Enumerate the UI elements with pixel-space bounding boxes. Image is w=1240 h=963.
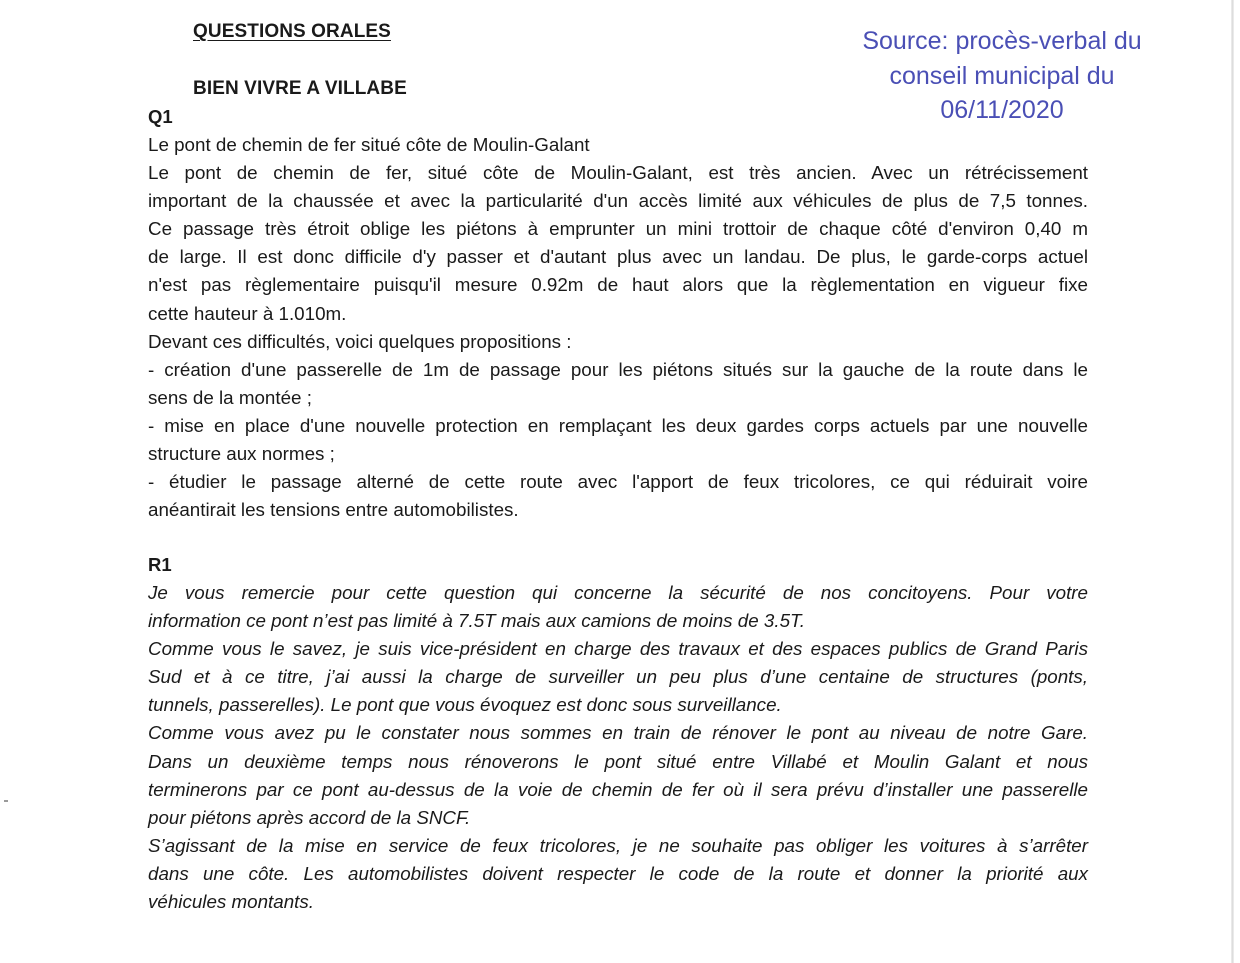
answer-line: Comme vous avez pu le constater nous sommes en train de rénover le pont au niveau de notre Gare.: [148, 722, 1088, 744]
question-line: n'est pas règlementaire puisqu'il mesure 0.92m de haut alors que la règlementation en vigueur fixe: [148, 274, 1088, 296]
question-line: de large. Il est donc difficile d'y passer et d'autant plus avec un landau. De plus, le garde-corps actuel: [148, 246, 1088, 268]
answer-line: tunnels, passerelles). Le pont que vous évoquez est donc sous surveillance.: [148, 694, 782, 716]
proposal-line: sens de la montée ;: [148, 386, 312, 408]
answer-line: Comme vous le savez, je suis vice-président en charge des travaux et des espaces publics de Grand Paris: [148, 638, 1088, 660]
question-line: Ce passage très étroit oblige les piétons à emprunter un mini trottoir de chaque côté d'environ 0,40 m: [148, 218, 1088, 240]
source-note-line-1: Source: procès-verbal du: [862, 27, 1142, 55]
answer-line: dans une côte. Les automobilistes doivent respecter le code de la route et donner la priorité aux: [148, 862, 1088, 884]
question-title-line: Le pont de chemin de fer situé côte de Moulin-Galant: [148, 134, 590, 155]
scan-speck: [4, 800, 8, 802]
answer-line: Dans un deuxième temps nous rénoverons le pont situé entre Villabé et Moulin Galant et nous: [148, 750, 1088, 772]
question-line: Devant ces difficultés, voici quelques propositions :: [148, 330, 572, 352]
question-line: cette hauteur à 1.010m.: [148, 302, 347, 324]
question-text: [148, 131, 1088, 524]
question-label: Q1: [148, 106, 173, 127]
source-note-line-2: conseil municipal du: [889, 61, 1115, 90]
answer-text: [148, 579, 1088, 916]
proposal-line: - étudier le passage alterné de cette route avec l'apport de feux tricolores, ce qui réduirait voire: [148, 471, 1088, 493]
proposal-line: - mise en place d'une nouvelle protection en remplaçant les deux gardes corps actuels par une nouvelle: [148, 414, 1088, 436]
answer-line: S’agissant de la mise en service de feux tricolores, je ne souhaite pas obliger les voitures à s’arrêter: [148, 834, 1088, 856]
source-note-line-3: 06/11/2020: [940, 96, 1064, 124]
answer-line: pour piétons après accord de la SNCF.: [148, 806, 471, 828]
answer-line: terminerons par ce pont au-dessus de la voie de chemin de fer où il sera prévu d’installer une passerelle: [148, 778, 1088, 800]
question-line: important de la chaussée et avec la particularité d'un accès limité aux véhicules de plus de 7,5 tonnes.: [148, 190, 1088, 212]
answer-label: R1: [148, 554, 172, 575]
answer-line: information ce pont n’est pas limité à 7.5T mais aux camions de moins de 3.5T.: [148, 610, 805, 632]
answer-line: Je vous remercie pour cette question qui concerne la sécurité de nos concitoyens. Pour votre: [148, 582, 1088, 603]
answer-line: véhicules montants.: [148, 891, 314, 913]
proposal-line: anéantirait les tensions entre automobilistes.: [148, 499, 519, 521]
section-heading: QUESTIONS ORALES: [193, 21, 391, 42]
answer-line: Sud et à ce titre, j’ai aussi la charge de surveiller un peu plus d’une centaine de structures (ponts,: [148, 666, 1088, 688]
proposal-line: structure aux normes ;: [148, 443, 335, 465]
source-note: [842, 24, 1162, 128]
section-subheading: BIEN VIVRE A VILLABE: [193, 78, 407, 99]
proposal-line: - création d'une passerelle de 1m de passage pour les piétons situés sur la gauche de la route dans le: [148, 358, 1088, 380]
scan-edge-shadow: [1231, 0, 1234, 963]
question-line: Le pont de chemin de fer, situé côte de Moulin-Galant, est très ancien. Avec un rétrécissement: [148, 162, 1088, 184]
